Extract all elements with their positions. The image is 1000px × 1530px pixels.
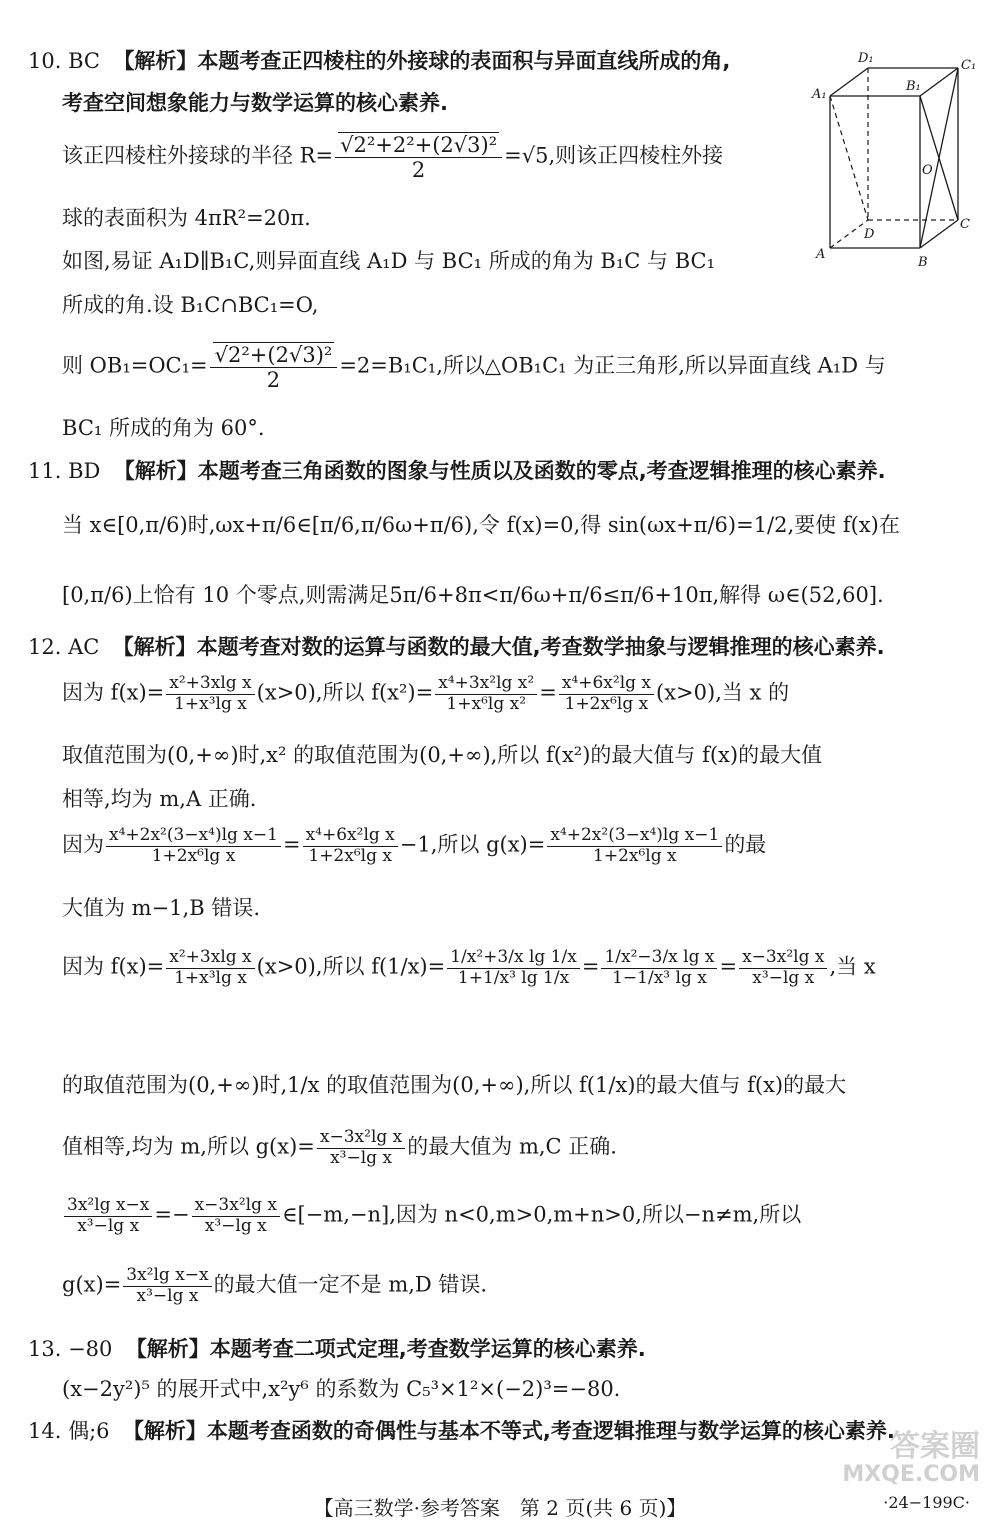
q13-header: 13. −80 【解析】本题考查二项式定理,考查数学运算的核心素养.: [28, 1337, 646, 1361]
label-o: O: [922, 163, 933, 178]
q10-triangle-line: 则 OB₁=OC₁= $\frac{\text{√2²+(2√3)²}}{2}$ =2=B₁C₁,所以△OB₁C₁ 为正三角形,所以异面直线 A₁D 与: [62, 343, 886, 393]
radius-fraction: $\frac{\text{√2²+2²+(2√3)²}}{2}$: [335, 132, 502, 182]
page-footer: 【高三数学·参考答案 第 2 页(共 6 页)】: [313, 1496, 687, 1520]
label-d: D: [864, 227, 875, 242]
label-b1: B₁: [906, 79, 921, 94]
label-c1: C₁: [961, 58, 977, 73]
q10-angle-line: BC₁ 所成的角为 60°.: [62, 416, 265, 440]
q14-header: 14. 偶;6 【解析】本题考查函数的奇偶性与基本不等式,考查逻辑推理与数学运算的核心素养.: [28, 1419, 895, 1443]
label-d1: D₁: [858, 51, 874, 66]
q13-line-1: (x−2y²)⁵ 的展开式中,x²y⁶ 的系数为 C₅³×1²×(−2)³=−80.: [62, 1377, 621, 1401]
prism-figure: [810, 48, 990, 273]
q10-radius-line: 该正四棱柱外接球的半径 R= $\frac{\text{√2²+2²+(2√3)²}}{2}$ =√5,则该正四棱柱外接: [62, 133, 724, 183]
q11-header: 11. BD 【解析】本题考查三角函数的图象与性质以及函数的零点,考查逻辑推理的核心素养.: [28, 459, 886, 483]
q10-parallel-line: 如图,易证 A₁D∥B₁C,则异面直线 A₁D 与 BC₁ 所成的角为 B₁C 与 BC₁: [62, 249, 715, 273]
q12-line-8: 值相等,均为 m,所以 g(x)= $\frac{\text{x−3x²lg x}}{\text{x³−lg x}}$ 的最大值为 m,C 正确.: [62, 1127, 617, 1168]
q12-line-5: 大值为 m−1,B 错误.: [62, 896, 261, 920]
ob1-fraction: $\frac{\text{√2²+(2√3)²}}{2}$: [210, 342, 338, 392]
label-a1: A₁: [812, 87, 827, 102]
page-code: ·24−199C·: [883, 1493, 970, 1512]
q10-header-2: 考查空间想象能力与数学运算的核心素养.: [62, 91, 448, 115]
q12-line-7: 的取值范围为(0,+∞)时,1/x 的取值范围为(0,+∞),所以 f(1/x)的最大值与 f(x)的最大: [62, 1073, 847, 1097]
label-a: A: [816, 247, 826, 262]
q12-line-1: 因为 f(x)= $\frac{\text{x²+3xlg x}}{\text{1+x³lg x}}$ (x>0),所以 f(x²)= $\frac{\text{x⁴+3x²lg x²}}{\text{1+x⁶lg x²}}$ = $\frac{\text{x⁴+6x²lg x}}{\text{1+2x⁶lg x}}$ (x>0),当 x 的: [62, 673, 790, 714]
q10-area-line: 球的表面积为 4πR²=20π.: [62, 206, 311, 230]
q11-line-1: 当 x∈[0,π/6)时,ωx+π/6∈[π/6,π/6ω+π/6),令 f(x)=0,得 sin(ωx+π/6)=1/2,要使 f(x)在: [62, 513, 900, 537]
q11-line-2: [0,π/6)上恰有 10 个零点,则需满足5π/6+8π<π/6ω+π/6≤π/6+10π,解得 ω∈(52,60].: [62, 583, 884, 607]
q10-intersect-line: 所成的角.设 B₁C∩BC₁=O,: [62, 293, 319, 317]
q12-header: 12. AC 【解析】本题考查对数的运算与函数的最大值,考查数学抽象与逻辑推理的核心素养.: [28, 635, 885, 659]
q10-header: 10. BC 【解析】本题考查正四棱柱的外接球的表面积与异面直线所成的角,: [28, 49, 731, 73]
q12-line-10: g(x)= $\frac{\text{3x²lg x−x}}{\text{x³−lg x}}$ 的最大值一定不是 m,D 错误.: [62, 1265, 488, 1306]
q12-line-2: 取值范围为(0,+∞)时,x² 的取值范围为(0,+∞),所以 f(x²)的最大值与 f(x)的最大值: [62, 743, 823, 767]
label-b: B: [918, 255, 928, 270]
q12-line-9: $\frac{\text{3x²lg x−x}}{\text{x³−lg x}}$ =− $\frac{\text{x−3x²lg x}}{\text{x³−lg x}}$ ∈[−m,−n],因为 n<0,m>0,m+n>0,所以−n≠m,所以: [62, 1196, 801, 1236]
watermark: 答案圈 MXQE.COM: [842, 1429, 980, 1487]
q12-line-4: 因为 $\frac{\text{x⁴+2x²(3−x⁴)lg x−1}}{\text{1+2x⁶lg x}}$ = $\frac{\text{x⁴+6x²lg x}}{\text{1+2x⁶lg x}}$ −1,所以 g(x)= $\frac{\text{x⁴+2x²(3−x⁴)lg x−1}}{\text{1+2x⁶lg x}}$ 的最: [62, 825, 767, 866]
q12-line-6: 因为 f(x)= $\frac{\text{x²+3xlg x}}{\text{1+x³lg x}}$ (x>0),所以 f(1/x)= $\frac{\text{1/x²+3/x lg 1/x}}{\text{1+1/x³ lg 1/x}}$ = $\frac{\text{1/x²−3/x lg x}}{\text{1−1/x³ lg x}}$ = $\frac{\text{x−3x²lg x}}{\text{x³−lg x}}$ ,当 x: [62, 947, 876, 988]
q12-line-3: 相等,均为 m,A 正确.: [62, 787, 257, 811]
label-c: C: [960, 217, 970, 232]
